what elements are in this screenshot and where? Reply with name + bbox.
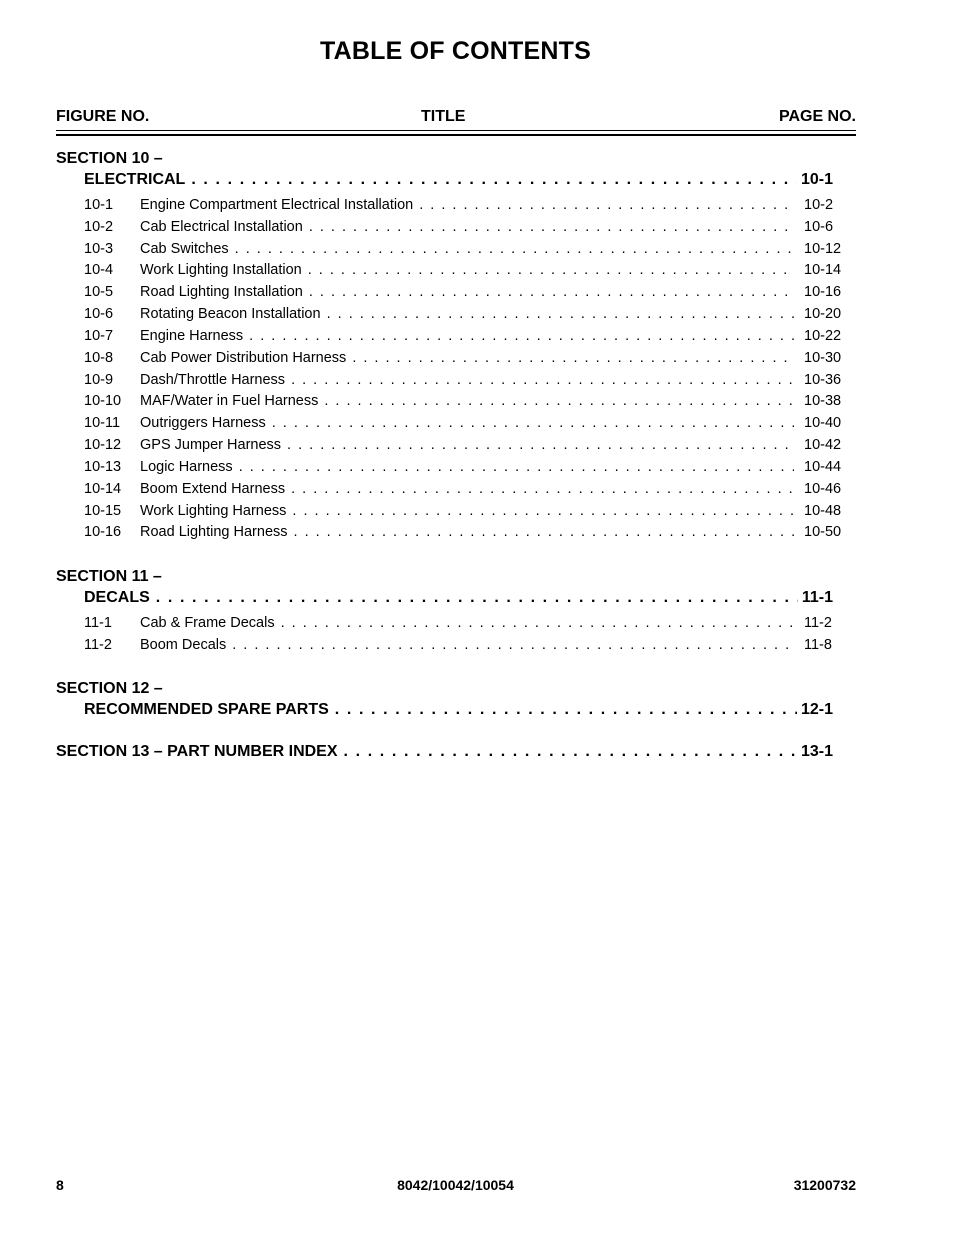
page-number: 10-48	[804, 503, 842, 519]
page-number: 10-6	[804, 219, 834, 235]
figure-number: 10-14	[84, 481, 122, 497]
toc-entry[interactable]	[84, 350, 844, 370]
dot-leader	[281, 615, 794, 631]
section-13-name: SECTION 13 – PART NUMBER INDEX	[56, 743, 338, 760]
figure-title: Work Lighting Harness	[140, 503, 287, 519]
figure-title: Dash/Throttle Harness	[140, 372, 286, 388]
dot-leader	[309, 284, 794, 300]
page-number: 10-16	[804, 284, 842, 300]
figure-title: Rotating Beacon Installation	[140, 306, 321, 322]
dot-leader	[272, 415, 794, 431]
page-number: 10-40	[804, 415, 842, 431]
page-title: TABLE OF CONTENTS	[320, 37, 591, 65]
section-10-entry[interactable]	[84, 171, 833, 189]
toc-entry[interactable]	[84, 503, 844, 523]
page-number: 11-2	[804, 615, 832, 631]
figure-number: 10-7	[84, 328, 114, 344]
dot-leader	[232, 637, 794, 653]
page-number: 10-46	[804, 481, 842, 497]
section-11-page: 11-1	[801, 589, 833, 606]
figure-number: 11-1	[84, 615, 112, 631]
section-13-page: 13-1	[800, 743, 833, 760]
column-header-page: PAGE NO.	[778, 108, 856, 125]
figure-number: 10-6	[84, 306, 114, 322]
toc-entry[interactable]	[84, 306, 844, 326]
dot-leader	[291, 372, 794, 388]
page-number: 10-2	[804, 197, 834, 213]
dot-leader	[352, 350, 794, 366]
section-11-heading: SECTION 11 –	[56, 568, 162, 585]
section-10-heading: SECTION 10 –	[56, 150, 163, 167]
dot-leader	[335, 701, 797, 719]
page-number: 10-42	[804, 437, 842, 453]
section-10-name: ELECTRICAL	[84, 171, 186, 188]
figure-title: Road Lighting Installation	[140, 284, 303, 300]
figure-title: Cab Electrical Installation	[140, 219, 303, 235]
dot-leader	[309, 219, 794, 235]
section-13-entry[interactable]	[56, 743, 833, 761]
toc-entry[interactable]	[84, 393, 844, 413]
dot-leader	[156, 589, 798, 607]
page-number: 10-12	[804, 241, 842, 257]
figure-number: 10-8	[84, 350, 114, 366]
figure-title: MAF/Water in Fuel Harness	[140, 393, 319, 409]
dot-leader	[324, 393, 794, 409]
toc-entry[interactable]	[84, 637, 844, 657]
toc-entry[interactable]	[84, 241, 844, 261]
section-12-entry[interactable]	[84, 701, 833, 719]
dot-leader	[287, 437, 794, 453]
section-11-entry[interactable]	[84, 589, 833, 607]
page-number: 10-22	[804, 328, 842, 344]
page-number: 10-20	[804, 306, 842, 322]
section-12-heading: SECTION 12 –	[56, 680, 163, 697]
toc-entry[interactable]	[84, 524, 844, 544]
figure-title: Boom Extend Harness	[140, 481, 286, 497]
dot-leader	[291, 481, 794, 497]
page-number: 10-36	[804, 372, 842, 388]
dot-leader	[327, 306, 794, 322]
figure-title: Cab & Frame Decals	[140, 615, 275, 631]
figure-title: Cab Power Distribution Harness	[140, 350, 347, 366]
dot-leader	[191, 171, 797, 189]
dot-leader	[294, 524, 794, 540]
figure-title: Engine Compartment Electrical Installation	[140, 197, 414, 213]
figure-title: Work Lighting Installation	[140, 262, 302, 278]
figure-number: 11-2	[84, 637, 112, 653]
figure-number: 10-5	[84, 284, 114, 300]
figure-title: Outriggers Harness	[140, 415, 266, 431]
toc-entry[interactable]	[84, 219, 844, 239]
dot-leader	[419, 197, 794, 213]
figure-number: 10-13	[84, 459, 122, 475]
dot-leader	[292, 503, 794, 519]
dot-leader	[239, 459, 794, 475]
figure-title: Logic Harness	[140, 459, 233, 475]
page-number: 11-8	[804, 637, 832, 653]
column-header-title: TITLE	[421, 108, 466, 125]
figure-number: 10-3	[84, 241, 114, 257]
figure-number: 10-12	[84, 437, 122, 453]
figure-title: Road Lighting Harness	[140, 524, 288, 540]
toc-entry[interactable]	[84, 197, 844, 217]
figure-number: 10-4	[84, 262, 114, 278]
header-rule-thick	[56, 134, 856, 136]
dot-leader	[249, 328, 794, 344]
footer-page-number: 8	[56, 1177, 64, 1193]
figure-number: 10-10	[84, 393, 122, 409]
figure-number: 10-2	[84, 219, 114, 235]
figure-title: Cab Switches	[140, 241, 229, 257]
figure-number: 10-11	[84, 415, 121, 431]
toc-entry[interactable]	[84, 262, 844, 282]
dot-leader	[308, 262, 794, 278]
section-10-page: 10-1	[800, 171, 833, 188]
toc-entry[interactable]	[84, 481, 844, 501]
figure-number: 10-1	[84, 197, 114, 213]
dot-leader	[344, 743, 797, 761]
figure-title: Boom Decals	[140, 637, 227, 653]
page-number: 10-30	[804, 350, 842, 366]
toc-entry[interactable]	[84, 372, 844, 392]
footer-doc-number: 31200732	[793, 1177, 856, 1193]
dot-leader	[235, 241, 794, 257]
toc-entry[interactable]	[84, 415, 844, 435]
header-rule-thin	[56, 130, 856, 131]
section-11-name: DECALS	[84, 589, 150, 606]
toc-entry[interactable]	[84, 459, 844, 479]
figure-title: GPS Jumper Harness	[140, 437, 282, 453]
footer-models: 8042/10042/10054	[397, 1177, 514, 1193]
page-number: 10-38	[804, 393, 842, 409]
section-12-name: RECOMMENDED SPARE PARTS	[84, 701, 329, 718]
toc-entry[interactable]	[84, 284, 844, 304]
page-number: 10-44	[804, 459, 842, 475]
toc-entry[interactable]	[84, 615, 844, 635]
column-header-figure: FIGURE NO.	[56, 108, 150, 125]
figure-number: 10-15	[84, 503, 122, 519]
toc-entry[interactable]	[84, 437, 844, 457]
figure-number: 10-9	[84, 372, 114, 388]
page-number: 10-14	[804, 262, 842, 278]
page-number: 10-50	[804, 524, 842, 540]
figure-title: Engine Harness	[140, 328, 244, 344]
figure-number: 10-16	[84, 524, 122, 540]
section-12-page: 12-1	[800, 701, 833, 718]
toc-entry[interactable]	[84, 328, 844, 348]
